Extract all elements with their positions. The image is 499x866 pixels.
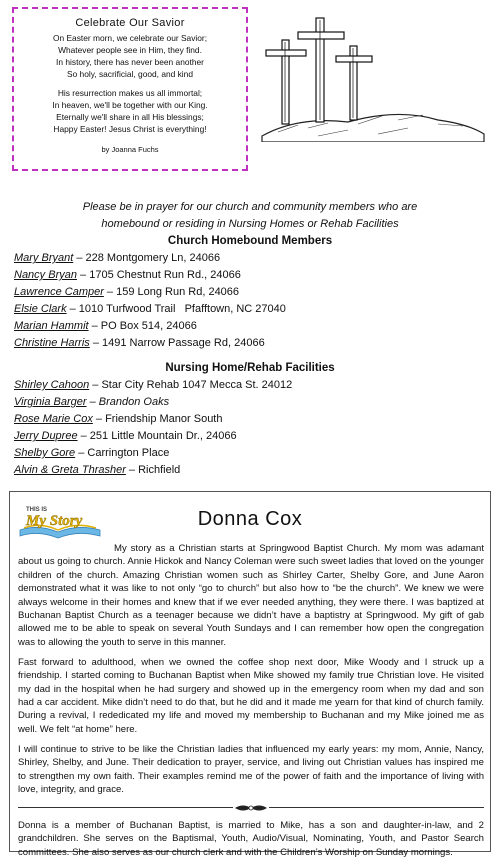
member-detail: – Brandon Oaks bbox=[86, 396, 170, 408]
member-name: Lawrence Camper bbox=[14, 286, 104, 298]
three-crosses-illustration bbox=[258, 12, 486, 142]
homebound-list bbox=[14, 250, 486, 352]
prayer-intro: Please be in prayer for our church and community members who are homebound or residing in Nursing Homes or Rehab Facilities bbox=[82, 201, 418, 230]
homebound-title: Church Homebound Members bbox=[167, 235, 333, 247]
ornament-icon bbox=[233, 803, 269, 813]
member-detail: – Carrington Place bbox=[75, 447, 170, 459]
my-story-box bbox=[9, 491, 491, 858]
member-detail: – PO Box 514, 24066 bbox=[88, 320, 197, 332]
member-name: Shirley Cahoon bbox=[14, 379, 90, 391]
member-name: Marian Hammit bbox=[14, 320, 89, 332]
list-item bbox=[14, 250, 486, 267]
member-detail: – 251 Little Mountain Dr., 24066 bbox=[77, 430, 237, 442]
member-detail: – 228 Montgomery Ln, 24066 bbox=[73, 252, 221, 264]
badge-small-text: THIS IS bbox=[26, 507, 48, 513]
story-paragraph: I will continue to strive to be like the Christian ladies that influenced my early years: my mom, Annie, Nancy, Shirley, Shelby, and June. Their dedication to prayer, service, and living out Christian values has inspired me to strengthen my own faith. Their examples remind me of the power of faith and the importance of living with love, integrity, and grace. bbox=[18, 743, 484, 795]
list-item bbox=[14, 445, 486, 462]
ornament-divider bbox=[18, 803, 484, 813]
story-bio: Donna is a member of Buchanan Baptist, is married to Mike, has a son and daughter-in-law, and 2 grandchildren. She serves on the Baptismal, Youth, Audio/Visual, Nominating, Youth, and Pastor Search committees. She also serves as our church clerk and with the Children’s Worship on Sunday mornings. bbox=[18, 819, 484, 858]
nursing-list bbox=[14, 377, 486, 479]
poem-title: Celebrate Our Savior bbox=[75, 17, 185, 29]
story-paragraph: Fast forward to adulthood, when we owned the coffee shop next door, Mike Woody and I struck up a friendship. I started coming to Buchanan Baptist when Mike showed my family true Christian love. He visited my dad in the hospital when he had surgery and showed up in the emergency room when my dad and son had a car accident. Mike didn’t need to do that, but he did and it made me yearn for that kind of church family. During a revival, I rededicated my life and moved my membership to Buchanan and my Mike joined me as well. We felt “at home” here. bbox=[18, 656, 484, 735]
member-name: Alvin & Greta Thrasher bbox=[14, 464, 126, 476]
member-detail: – 1705 Chestnut Run Rd., 24066 bbox=[76, 269, 241, 281]
poem-line: Happy Easter! Jesus Christ is everything! bbox=[53, 124, 207, 134]
poem-line: On Easter morn, we celebrate our Savior; bbox=[52, 33, 208, 43]
poem-box bbox=[12, 7, 248, 171]
member-name: Shelby Gore bbox=[14, 447, 76, 459]
poem-stanza-1 bbox=[14, 32, 246, 80]
story-text bbox=[18, 542, 484, 866]
poem-line: His resurrection makes us all immortal; bbox=[57, 88, 203, 98]
poem-line: Whatever people see in Him, they find. bbox=[58, 45, 202, 55]
member-detail: – Friendship Manor South bbox=[92, 413, 223, 425]
list-item bbox=[14, 267, 486, 284]
member-detail: – 159 Long Run Rd, 24066 bbox=[103, 286, 240, 298]
poem-author: by Joanna Fuchs bbox=[101, 145, 159, 154]
member-detail: – 1010 Turfwood Trail Pfafftown, NC 27040 bbox=[66, 303, 286, 315]
nursing-title: Nursing Home/Rehab Facilities bbox=[165, 362, 335, 374]
poem-line: In history, there has never been another bbox=[56, 57, 204, 67]
list-item bbox=[14, 284, 486, 301]
member-name: Mary Bryant bbox=[14, 252, 74, 264]
story-paragraph: My story as a Christian starts at Springwood Baptist Church. My mom was adamant about us going to church. Annie Hickok and Nancy Coleman were such sweet ladies that loved on the younger children of the church. Amazing Christian women such as Shirley Carter, Shelby Gore, and June Aaron demonstrated what it was like to not only “go to church” but also how to “be the church”. We knew we were always welcome in their homes and knew that if we ever needed anything, they were there. I was baptized at Buchanan Baptist Church as a teenager because we didn’t have a baptistry at Springwood. My gift of gab allowed me to be able to speak on several Youth Sundays and I can remember how open the congregation was to allowing the youth to serve in this manner. bbox=[18, 543, 484, 648]
member-name: Virginia Barger bbox=[14, 396, 87, 408]
member-detail: – Star City Rehab 1047 Mecca St. 24012 bbox=[89, 379, 293, 391]
member-name: Christine Harris bbox=[14, 337, 90, 349]
poem-stanza-2 bbox=[14, 87, 246, 135]
poem-line: Eternally we'll share in all His blessings; bbox=[56, 112, 204, 122]
member-detail: – Richfield bbox=[125, 464, 181, 476]
member-detail: – 1491 Narrow Passage Rd, 24066 bbox=[89, 337, 265, 349]
member-name: Elsie Clark bbox=[14, 303, 67, 315]
list-item bbox=[14, 428, 486, 445]
member-name: Nancy Bryan bbox=[14, 269, 77, 281]
poem-line: So holy, sacrificial, good, and kind bbox=[66, 69, 193, 79]
list-item bbox=[14, 411, 486, 428]
member-name: Rose Marie Cox bbox=[14, 413, 93, 425]
poem-line: In heaven, we'll be together with our King. bbox=[52, 100, 208, 110]
list-item bbox=[14, 377, 486, 394]
prayer-section bbox=[14, 199, 486, 479]
member-name: Jerry Dupree bbox=[14, 430, 78, 442]
story-name: Donna Cox bbox=[197, 508, 303, 530]
list-item bbox=[14, 318, 486, 335]
badge-big-text: My Story bbox=[26, 513, 83, 529]
list-item bbox=[14, 335, 486, 352]
list-item bbox=[14, 301, 486, 318]
list-item bbox=[14, 462, 486, 479]
list-item bbox=[14, 394, 486, 411]
